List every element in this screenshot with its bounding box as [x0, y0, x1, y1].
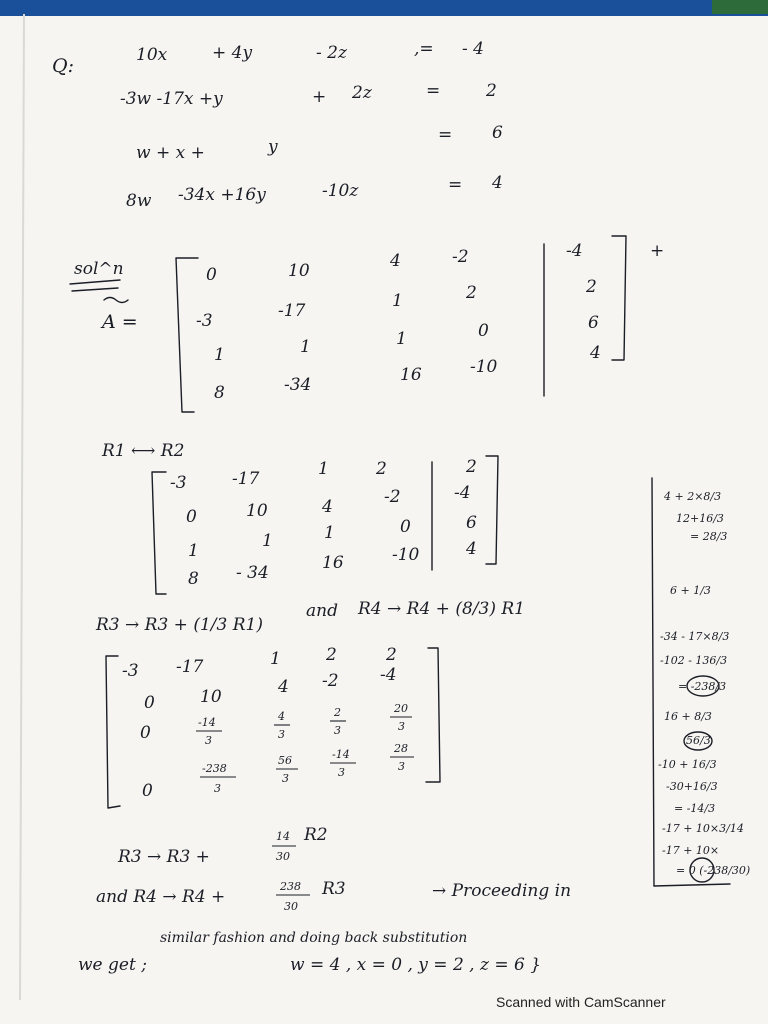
svg-text:-17 + 10×: -17 + 10×: [662, 844, 720, 857]
svg-text:30: 30: [284, 900, 298, 913]
plus-mark: +: [650, 241, 665, 261]
svg-text:-2: -2: [322, 671, 339, 691]
svg-text:2: 2: [586, 277, 597, 297]
svg-text:2: 2: [326, 645, 337, 665]
svg-text:-3: -3: [122, 661, 139, 681]
svg-text:+: +: [312, 87, 327, 107]
svg-text:y: y: [268, 137, 278, 157]
svg-text:R3 → R3 + (1/3 R1): R3 → R3 + (1/3 R1): [96, 615, 263, 635]
svg-text:-2: -2: [384, 487, 401, 507]
svg-text:1: 1: [300, 337, 311, 357]
svg-text:-17: -17: [232, 469, 260, 489]
svg-text:=: =: [426, 81, 441, 101]
row-op-swap: R1 ⟷ R2: [102, 441, 185, 461]
svg-text:similar fashion and doing back: similar fashion and doing back substitution: [160, 930, 468, 946]
svg-text:R4 → R4 + (8/3) R1: R4 → R4 + (8/3) R1: [358, 599, 525, 619]
svg-text:16: 16: [400, 365, 422, 385]
svg-text:3: 3: [205, 734, 212, 747]
svg-text:4: 4: [278, 677, 289, 697]
svg-text:-3w -17x +y: -3w -17x +y: [120, 89, 223, 109]
svg-text:-4: -4: [566, 241, 583, 261]
svg-text:w + x +: w + x +: [136, 143, 205, 163]
svg-text:= 28/3: = 28/3: [690, 530, 728, 543]
svg-text:-14: -14: [198, 716, 216, 729]
svg-text:3: 3: [214, 782, 221, 795]
svg-text:R3 → R3 +: R3 → R3 +: [118, 847, 210, 867]
svg-text:6: 6: [492, 123, 503, 143]
svg-text:10x: 10x: [136, 45, 168, 65]
svg-text:1: 1: [262, 531, 273, 551]
svg-text:2: 2: [334, 706, 341, 719]
svg-text:-17: -17: [278, 301, 306, 321]
svg-text:2: 2: [376, 459, 387, 479]
svg-text:1: 1: [270, 649, 281, 669]
svg-text:3: 3: [398, 760, 405, 773]
svg-text:10: 10: [200, 687, 222, 707]
svg-text:-10: -10: [392, 545, 420, 565]
svg-text:14: 14: [276, 830, 290, 843]
solution-label: sol^n: [74, 259, 124, 279]
svg-text:,=: ,=: [414, 39, 434, 59]
svg-text:2: 2: [386, 645, 397, 665]
svg-text:-34: -34: [284, 375, 312, 395]
svg-text:-10z: -10z: [322, 181, 359, 201]
svg-text:4: 4: [590, 343, 601, 363]
svg-text:1: 1: [392, 291, 403, 311]
svg-text:6: 6: [466, 513, 477, 533]
svg-text:4: 4: [278, 710, 285, 723]
top-right-corner: [712, 0, 768, 14]
svg-text:0: 0: [186, 507, 197, 527]
svg-text:1: 1: [324, 523, 335, 543]
svg-text:-102 - 136/3: -102 - 136/3: [660, 654, 728, 667]
svg-text:R3: R3: [322, 879, 346, 899]
svg-text:0: 0: [142, 781, 153, 801]
problem-label: Q:: [52, 55, 74, 77]
svg-text:1: 1: [214, 345, 225, 365]
svg-text:28: 28: [394, 742, 408, 755]
svg-text:2: 2: [486, 81, 497, 101]
svg-text:4: 4: [322, 497, 333, 517]
svg-text:w = 4 , x = 0 , y = 2 , z =: w = 4 , x = 0 , y = 2 , z = 6 }: [290, 955, 542, 975]
svg-text:30: 30: [276, 850, 290, 863]
svg-text:16: 16: [322, 553, 344, 573]
svg-text:12+16/3: 12+16/3: [676, 512, 724, 525]
svg-text:56: 56: [278, 754, 292, 767]
svg-text:16 + 8/3: 16 + 8/3: [664, 710, 712, 723]
svg-text:1: 1: [396, 329, 407, 349]
svg-text:1: 1: [188, 541, 199, 561]
svg-text:0: 0: [478, 321, 489, 341]
svg-text:= 0 (-238/30): = 0 (-238/30): [676, 864, 751, 877]
svg-text:56/3: 56/3: [686, 734, 711, 747]
svg-text:= -14/3: = -14/3: [674, 802, 716, 815]
top-edge-band: [0, 0, 768, 16]
svg-text:4: 4: [390, 251, 401, 271]
svg-text:3: 3: [282, 772, 289, 785]
svg-text:-30+16/3: -30+16/3: [666, 780, 718, 793]
svg-text:4: 4: [492, 173, 503, 193]
svg-text:= -238/3: = -238/3: [678, 680, 727, 693]
svg-text:1: 1: [318, 459, 329, 479]
svg-text:R2: R2: [304, 825, 328, 845]
svg-text:3: 3: [338, 766, 345, 779]
svg-text:=: =: [438, 125, 453, 145]
svg-text:0: 0: [400, 517, 411, 537]
svg-text:2z: 2z: [352, 83, 372, 103]
svg-text:10: 10: [288, 261, 310, 281]
svg-text:-2: -2: [452, 247, 469, 267]
svg-text:we get ;: we get ;: [78, 955, 147, 975]
svg-text:-17: -17: [176, 657, 204, 677]
svg-text:10: 10: [246, 501, 268, 521]
svg-text:3: 3: [398, 720, 405, 733]
svg-text:2: 2: [466, 283, 477, 303]
svg-text:3: 3: [278, 728, 285, 741]
svg-text:6: 6: [588, 313, 599, 333]
svg-text:-4: -4: [380, 665, 397, 685]
svg-text:0: 0: [206, 265, 217, 285]
svg-text:- 34: - 34: [236, 563, 269, 583]
svg-text:-10: -10: [470, 357, 498, 377]
svg-text:-17 + 10×3/14: -17 + 10×3/14: [662, 822, 744, 835]
svg-text:8w: 8w: [126, 191, 152, 211]
svg-text:8: 8: [188, 569, 199, 589]
svg-text:2: 2: [466, 457, 477, 477]
svg-text:0: 0: [140, 723, 151, 743]
svg-text:-34x +16y: -34x +16y: [178, 185, 266, 205]
camscanner-watermark: Scanned with CamScanner: [496, 994, 666, 1010]
svg-text:0: 0: [144, 693, 155, 713]
svg-text:-14: -14: [332, 748, 350, 761]
svg-text:4: 4: [466, 539, 477, 559]
svg-text:-10 + 16/3: -10 + 16/3: [658, 758, 717, 771]
svg-text:3: 3: [334, 724, 341, 737]
svg-text:-238: -238: [202, 762, 227, 775]
svg-text:-3: -3: [196, 311, 213, 331]
svg-text:- 2z: - 2z: [316, 43, 347, 63]
svg-text:20: 20: [394, 702, 408, 715]
svg-text:=: =: [448, 175, 463, 195]
svg-text:→ Proceeding in: → Proceeding in: [432, 881, 572, 901]
svg-text:-3: -3: [170, 473, 187, 493]
svg-text:6 + 1/3: 6 + 1/3: [670, 584, 711, 597]
svg-text:- 4: - 4: [462, 39, 484, 59]
svg-text:-34 - 17×8/3: -34 - 17×8/3: [660, 630, 730, 643]
svg-text:4 + 2×8/3: 4 + 2×8/3: [664, 490, 722, 503]
svg-text:8: 8: [214, 383, 225, 403]
augmented-symbol: A =: [102, 311, 138, 333]
svg-text:+ 4y: + 4y: [212, 43, 253, 63]
svg-text:-4: -4: [454, 483, 471, 503]
svg-text:and R4 → R4 +: and R4 → R4 +: [96, 887, 226, 907]
svg-text:and: and: [306, 601, 338, 621]
svg-text:238: 238: [280, 880, 301, 893]
